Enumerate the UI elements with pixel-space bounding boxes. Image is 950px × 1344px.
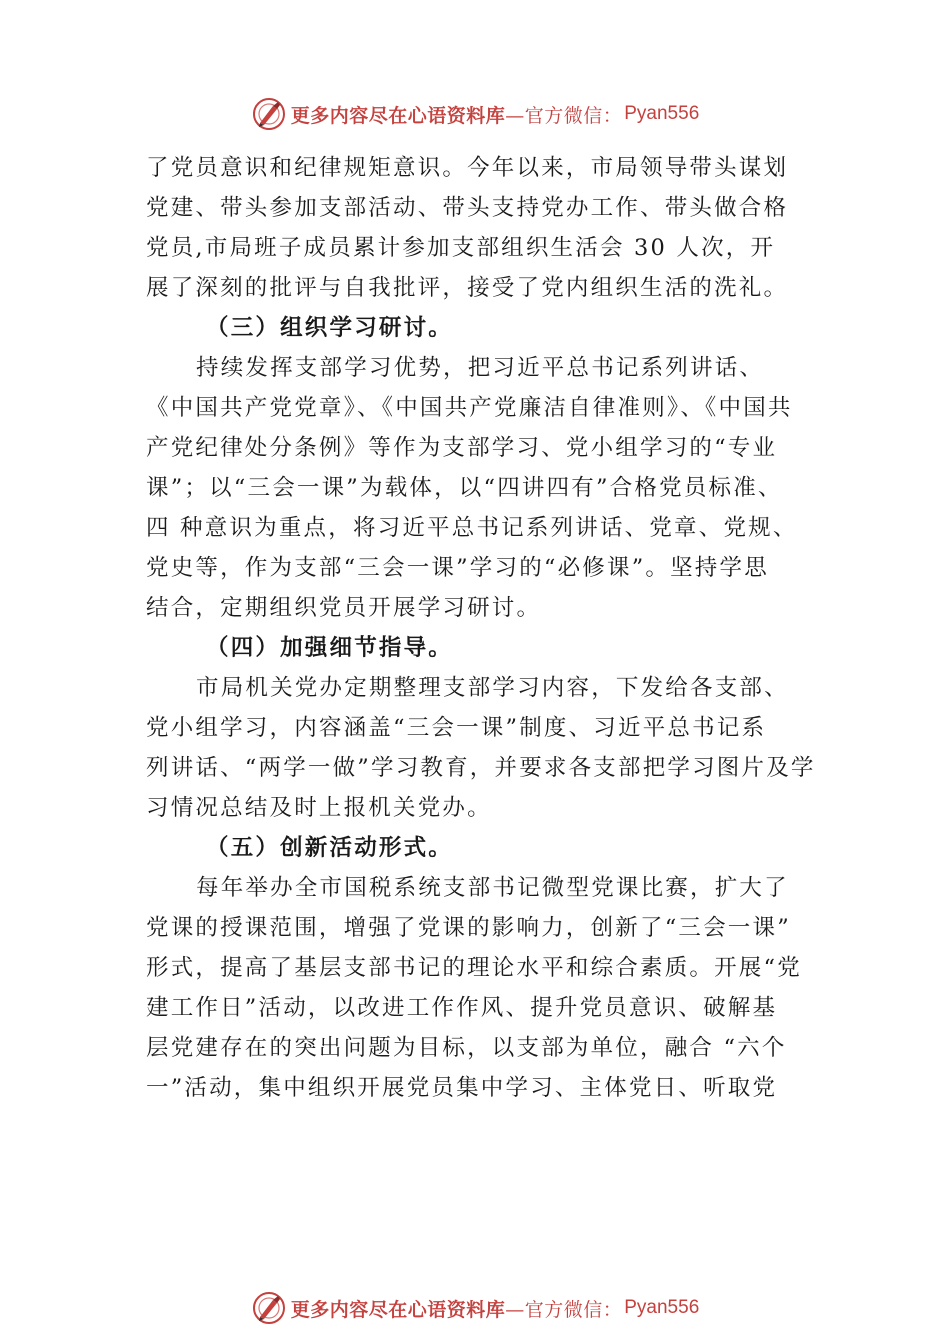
- text-line: 党员,市局班子成员累计参加支部组织生活会 30 人次，开: [146, 235, 776, 261]
- text-line: 产党纪律处分条例》等作为支部学习、党小组学习的“专业: [146, 435, 778, 461]
- text-line: 市局机关党办定期整理支部学习内容，下发给各支部、: [196, 675, 789, 701]
- text-line: 一”活动，集中组织开展党员集中学习、主体党日、听取党: [146, 1075, 778, 1101]
- text-line: 展了深刻的批评与自我批评，接受了党内组织生活的洗礼。: [146, 275, 789, 301]
- text-line: 每年举办全市国税系统支部书记微型党课比赛，扩大了: [196, 875, 789, 901]
- section-heading: （五）创新活动形式。: [206, 835, 454, 861]
- banner-title: 更多内容尽在心语资料库: [290, 1298, 506, 1321]
- text-line: 课”；以“三会一课”为载体，以“四讲四有”合格党员标准、: [146, 475, 783, 501]
- text-line: 党建、带头参加支部活动、带头支持党办工作、带头做合格: [146, 195, 789, 221]
- logo-icon: [251, 1290, 287, 1326]
- text-line: 建工作日”活动，以改进工作作风、提升党员意识、破解基: [146, 995, 778, 1021]
- banner-contact: Pyan556: [624, 1297, 700, 1318]
- text-line: 党课的授课范围，增强了党课的影响力，创新了“三会一课”: [146, 915, 791, 941]
- text-line: 四 种意识为重点，将习近平总书记系列讲话、党章、党规、: [146, 515, 798, 541]
- banner-contact: Pyan556: [624, 103, 700, 124]
- banner-separator: —官方微信：: [505, 1298, 623, 1321]
- section-heading: （四）加强细节指导。: [206, 635, 454, 661]
- document-body: [146, 148, 826, 1108]
- logo-icon: [251, 96, 287, 132]
- text-line: 结合，定期组织党员开展学习研讨。: [146, 595, 542, 621]
- text-line: 习情况总结及时上报机关党办。: [146, 795, 492, 821]
- text-line: 形式，提高了基层支部书记的理论水平和综合素质。开展“党: [146, 955, 802, 981]
- text-line: 党小组学习，内容涵盖“三会一课”制度、习近平总书记系: [146, 715, 767, 741]
- text-line: 持续发挥支部学习优势，把习近平总书记系列讲话、: [196, 355, 765, 381]
- text-line: 党史等，作为支部“三会一课”学习的“必修课”。坚持学思: [146, 555, 769, 581]
- header-banner: [0, 94, 950, 134]
- text-line: 了党员意识和纪律规矩意识。今年以来，市局领导带头谋划: [146, 155, 789, 181]
- banner-separator: —官方微信：: [505, 104, 623, 127]
- text-line: 层党建存在的突出问题为目标，以支部为单位，融合 “六个: [146, 1035, 787, 1061]
- text-line: 《中国共产党党章》、《中国共产党廉洁自律准则》、《中国共: [146, 395, 793, 421]
- banner-title: 更多内容尽在心语资料库: [290, 104, 506, 127]
- text-line: 列讲话、“两学一做”学习教育，并要求各支部把学习图片及学: [146, 755, 816, 781]
- section-heading: （三）组织学习研讨。: [206, 315, 454, 341]
- footer-banner: [0, 1288, 950, 1328]
